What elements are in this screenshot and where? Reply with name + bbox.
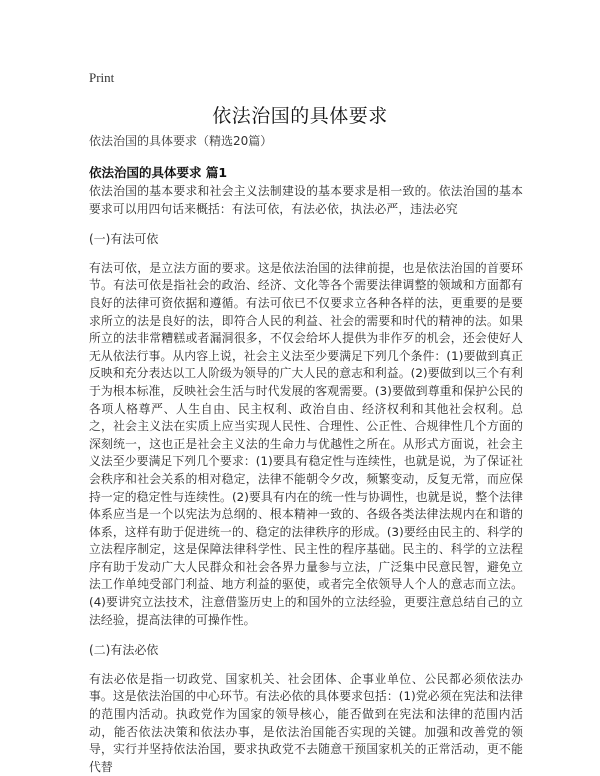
section-title: 依法治国的具体要求 篇1 <box>89 165 228 180</box>
subheading-1: (一)有法可依 <box>89 232 159 247</box>
document-subtitle: 依法治国的具体要求（精选20篇） <box>89 134 273 148</box>
page-title: 依法治国的具体要求 <box>212 105 388 127</box>
paragraph-1: 有法可依，是立法方面的要求。这是依法治国的法律前提，也是依法治国的首要环节。有法可依是指社会的政治、经济、文化等各个需要法律调整的领域和方面都有良好的法律可资依据和遵循。有法可依已不仅要求立各种各样的法，更重要的是要求所立的法是良好的法，即符合人民的利益、社会的需要和时代的精神的法。如果所立的法非常糟糕或者漏洞很多，不仅会给坏人提供为非作歹的机会，还会使好人无从依法行事。从内容上说，社会主义法至少要满足下列几个条件：(1)要做到真正反映和充分表达以工人阶级为领导的广大人民的意志和利益。(2)要做到以三个有利于为根本标准，反映社会生活与时代发展的客观需要。(3)要做到尊重和保护公民的各项人格尊严、人生自由、民主权利、政治自由、经济权利和其他社会权利。总之，社会主义法在实质上应当实现人民性、合理性、公正性、合规律性几个方面的深刻统一，这也正是社会主义法的生命力与优越性之所在。从形式方面说，社会主义法至少要满足下列几个要求：(1)要具有稳定性与连续性，也就是说，为了保证社会秩序和社会关系的相对稳定，法律不能朝令夕改，频繁变动，反复无常，而应保持一定的稳定性与连续性。(2)要具有内在的统一性与协调性，也就是说，整个法律体系应当是一个以宪法为总纲的、根本精神一致的、各级各类法律法规内在和谐的体系，这样有助于促进统一的、稳定的法律秩序的形成。(3)要经由民主的、科学的立法程序制定，这是保障法律科学性、民主性的程序基础。民主的、科学的立法程序有助于发动广大人民群众和社会各界力量参与立法，广泛集中民意民智，避免立法工作单纯受部门利益、地方利益的驱使，或者完全依领导人个人的意志而立法。(4)要讲究立法技术，注意借鉴历史上的和国外的立法经验，更要注意总结自己的立法经验，提高法律的可操作性。 <box>89 260 523 627</box>
paragraph-2: 有法必依是指一切政党、国家机关、社会团体、企事业单位、公民都必须依法办事。这是依法治国的中心环节。有法必依的具体要求包括：(1)党必须在宪法和法律的范围内活动。执政党作为国家的领导核心，能否做到在宪法和法律的范围内活动，能否依法决策和依法办事，是依法治国能否实现的关键。加强和改善党的领导，实行并坚持依法治国，要求执政党不去随意干预国家机关的正常活动，更不能代替 <box>89 671 523 774</box>
subheading-2: (二)有法必依 <box>89 643 159 658</box>
print-link[interactable]: Print <box>89 70 115 85</box>
intro-paragraph: 依法治国的基本要求和社会主义法制建设的基本要求是相一致的。依法治国的基本要求可以用四句话来概括：有法可依，有法必依，执法必严，违法必究 <box>89 184 523 216</box>
article-body <box>89 183 523 776</box>
